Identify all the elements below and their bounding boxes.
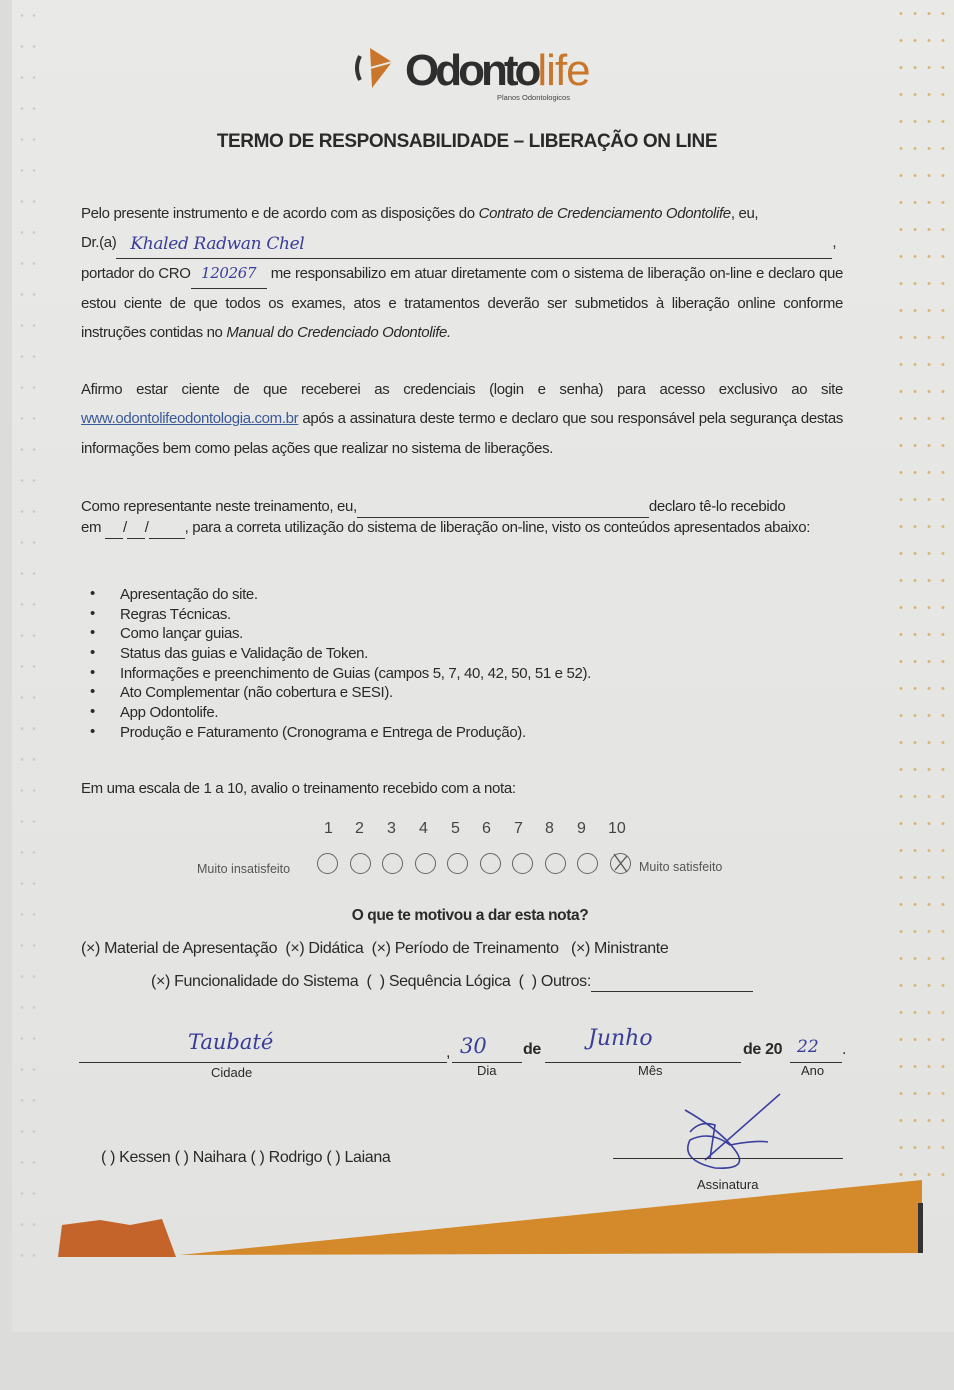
option-label: Período de Treinamento <box>394 940 559 957</box>
manual-name: Manual do Credenciado Odontolife. <box>226 324 451 342</box>
scale-number: 2 <box>355 820 364 837</box>
rating-option-1[interactable] <box>317 853 338 874</box>
list-item: • App Odontolife. <box>95 704 591 724</box>
handwritten-signature <box>660 1090 790 1175</box>
list-item: • Status das guias e Validação de Token. <box>95 645 591 665</box>
representative-field[interactable] <box>357 497 649 518</box>
list-item: • Como lançar guias. <box>95 625 591 645</box>
logo-tooth-icon <box>352 44 402 92</box>
page-title: TERMO DE RESPONSABILIDADE – LIBERAÇÃO ON LINE <box>216 131 718 152</box>
checkbox-funcionalidade[interactable]: (×) <box>151 973 170 990</box>
city-label: Cidade <box>211 1065 253 1080</box>
paragraph-credenciamento: Pelo presente instrumento e de acordo com as disposições do Contrato de Credenciamento Odontolife, eu, Dr.(a) Khaled Radwan Chel , portador do CRO 120267 me responsabilizo em atuar diretamente com o sistema de liberação on-line e declaro que estou ciente de que todos os exames, atos e tratamentos deverão ser submetidos à liberação online conforme instruções contidas no Manual do Credenciado Odontolife. <box>81 205 844 342</box>
site-link[interactable]: www.odontolifeodontologia.com.br <box>81 410 299 428</box>
month-label: Mês <box>638 1063 663 1078</box>
list-item: • Apresentação do site. <box>95 586 591 606</box>
scale-number: 10 <box>608 820 626 837</box>
list-item: • Produção e Faturamento (Cronograma e Entrega de Produção). <box>95 724 591 744</box>
option-label: Outros: <box>540 973 591 990</box>
rating-options <box>317 853 642 874</box>
x-mark-icon: × <box>575 940 585 957</box>
text: me responsabilizo em atuar diretamente com o sistema de liberação on-line e declaro que estou ciente de que todos os exames, atos e tratamentos deverão ser submetidos à liberação online conforme instruções contidas no <box>81 264 844 342</box>
signature-label: Assinatura <box>697 1177 759 1192</box>
motivation-row-2 <box>151 973 753 992</box>
text: após a assinatura deste termo e declaro que sou responsável pela segurança destas informações bem como pelas ações que realizar no sistema de liberações. <box>81 410 843 457</box>
rating-option-10[interactable] <box>610 853 631 874</box>
outros-field[interactable] <box>591 973 753 992</box>
rating-option-8[interactable] <box>545 853 566 874</box>
trainer-label: Laiana <box>344 1149 391 1166</box>
checkbox-didatica[interactable]: (×) <box>285 940 305 957</box>
rating-option-7[interactable] <box>512 853 533 874</box>
topic-list <box>95 586 591 744</box>
day-label: Dia <box>477 1063 497 1078</box>
rating-option-9[interactable] <box>577 853 598 874</box>
scale-number: 5 <box>451 820 460 837</box>
text: em <box>81 519 102 536</box>
paragraph-credenciais <box>81 375 843 463</box>
scale-number: 1 <box>324 820 333 837</box>
x-mark-icon <box>611 850 630 874</box>
trainer-label: Naihara <box>192 1149 247 1166</box>
x-mark-icon: × <box>376 940 386 957</box>
list-item: • Regras Técnicas. <box>95 606 591 626</box>
cro-label: portador do CRO <box>81 264 191 282</box>
checkbox-rodrigo[interactable]: ( ) <box>250 1149 265 1166</box>
checkbox-outros[interactable]: ( ) <box>518 973 537 990</box>
option-label: Funcionalidade do Sistema <box>174 973 359 990</box>
month-blank[interactable] <box>127 518 145 539</box>
scale-number: 8 <box>545 820 554 837</box>
checkbox-periodo[interactable]: (×) <box>371 940 391 957</box>
option-label: Material de Apresentação <box>104 940 278 957</box>
city-handwritten: Taubaté <box>188 1030 274 1054</box>
dr-label: Dr.(a) <box>81 234 117 252</box>
option-label: Ministrante <box>594 940 669 957</box>
year-label: Ano <box>801 1063 825 1078</box>
high-label: Muito satisfeito <box>639 860 723 874</box>
scale-number: 7 <box>514 820 523 837</box>
text: Como representante neste treinamento, eu, <box>81 498 357 515</box>
scale-number: 4 <box>419 820 428 837</box>
checkbox-laiana[interactable]: ( ) <box>326 1149 341 1166</box>
year-prefix: de 20 <box>743 1041 783 1058</box>
day-handwritten: 30 <box>460 1034 487 1058</box>
option-label: Sequência Lógica <box>388 973 511 990</box>
rating-option-4[interactable] <box>415 853 436 874</box>
text: , eu, <box>730 205 759 222</box>
rating-option-2[interactable] <box>350 853 371 874</box>
list-item: • Ato Complementar (não cobertura e SESI). <box>95 684 591 704</box>
checkbox-kessen[interactable]: ( ) <box>101 1149 116 1166</box>
low-label: Muito insatisfeito <box>197 862 291 876</box>
dr-name-field[interactable] <box>116 228 832 258</box>
cro-field[interactable] <box>191 259 267 289</box>
de-text: de <box>523 1041 541 1058</box>
scale-number: 3 <box>387 820 396 837</box>
x-mark-icon: × <box>155 973 165 990</box>
month-handwritten: Junho <box>588 1026 653 1051</box>
trainer-label: Rodrigo <box>268 1149 323 1166</box>
right-dot-border <box>894 0 954 1200</box>
x-mark-icon: × <box>85 940 95 957</box>
signature-line[interactable] <box>613 1158 843 1159</box>
list-item: • Informações e preenchimento de Guias (campos 5, 7, 40, 42, 50, 51 e 52). <box>95 665 591 685</box>
text: , para a correta utilização do sistema de liberação on-line, visto os conteúdos apresentados abaixo: <box>184 519 811 536</box>
rating-option-5[interactable] <box>447 853 468 874</box>
checkbox-ministrante[interactable]: (×) <box>570 940 590 957</box>
rating-option-6[interactable] <box>480 853 501 874</box>
text: Pelo presente instrumento e de acordo com as disposições do <box>81 205 475 222</box>
motivation-title: O que te motivou a dar esta nota? <box>351 907 589 924</box>
motivation-row-1 <box>81 940 668 958</box>
checkbox-material[interactable]: (×) <box>81 940 100 957</box>
rating-question: Em uma escala de 1 a 10, avalio o treinamento recebido com a nota: <box>81 780 516 797</box>
day-blank[interactable] <box>105 518 123 539</box>
year-blank[interactable] <box>149 518 185 539</box>
logo-tagline: Planos Odontologicos <box>497 93 570 102</box>
city-line[interactable] <box>79 1062 447 1063</box>
dr-name-handwritten: Khaled Radwan Chel <box>130 234 305 255</box>
contract-name: Contrato de Credenciamento Odontolife <box>478 205 731 222</box>
checkbox-sequencia[interactable]: ( ) <box>366 973 385 990</box>
scale-number: 9 <box>577 820 586 837</box>
x-mark-icon: × <box>290 940 300 957</box>
trainer-options <box>101 1149 390 1167</box>
cro-handwritten: 120267 <box>201 263 257 282</box>
footer-orange-band <box>0 1175 954 1265</box>
text: Afirmo estar ciente de que receberei as credenciais (login e senha) para acesso exclusivo ao site <box>81 381 843 398</box>
trainer-label: Kessen <box>119 1149 171 1166</box>
text: declaro tê-lo recebido <box>648 498 786 515</box>
checkbox-naihara[interactable]: ( ) <box>174 1149 189 1166</box>
logo-wordmark: Odontolife <box>405 46 590 95</box>
paragraph-treinamento: Como representante neste treinamento, eu, declaro tê-lo recebido em / / , para a correta utilização do sistema de liberação on-line, visto os conteúdos apresentados abaixo: <box>81 497 843 539</box>
logo <box>352 44 402 97</box>
year-handwritten: 22 <box>797 1037 819 1057</box>
left-dot-border <box>16 0 40 1260</box>
rating-option-3[interactable] <box>382 853 403 874</box>
scale-number: 6 <box>482 820 491 837</box>
option-label: Didática <box>308 940 364 957</box>
